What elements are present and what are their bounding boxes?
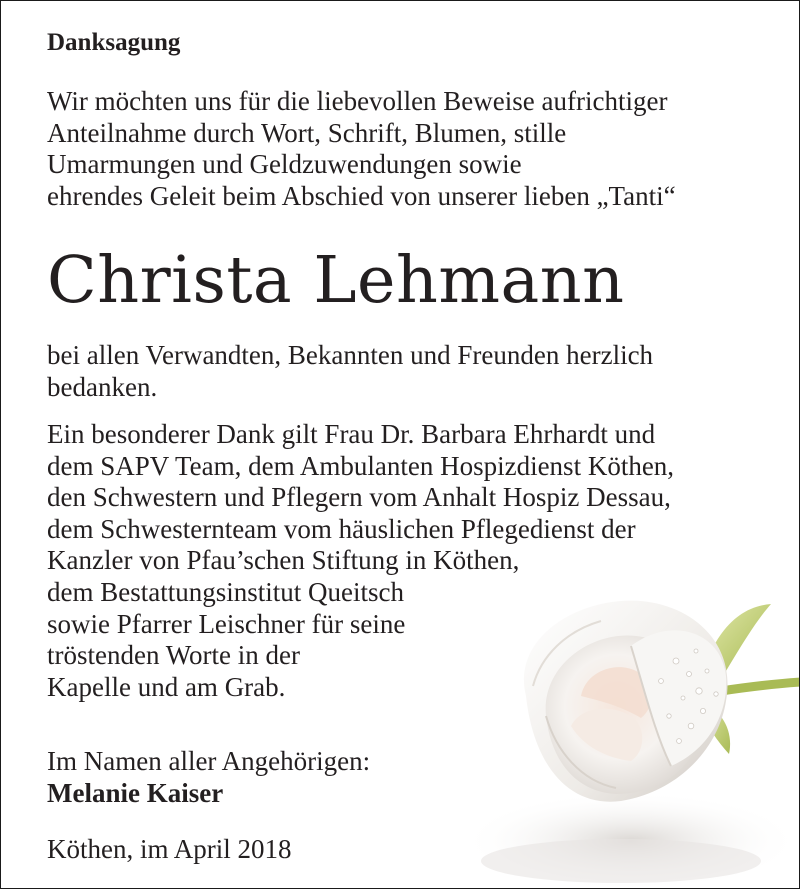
special-thanks-paragraph xyxy=(47,419,674,703)
text-line: Kapelle und am Grab. xyxy=(47,671,286,702)
place-date-block xyxy=(47,834,292,866)
signature-block xyxy=(47,746,370,809)
text-line: tröstenden Worte in der xyxy=(47,640,301,671)
on-behalf-line: Im Namen aller Angehörigen: xyxy=(47,746,371,776)
text-line: dem Schwesternteam vom häuslichen Pflegedienst der xyxy=(47,513,636,544)
text-line: bedanken. xyxy=(47,371,158,402)
notice-heading: Danksagung xyxy=(47,29,181,56)
deceased-name: Christa Lehmann xyxy=(47,243,625,318)
text-line: Anteilnahme durch Wort, Schrift, Blumen, stille xyxy=(47,117,567,148)
text-line: sowie Pfarrer Leischner für seine xyxy=(47,608,406,639)
place-date: Köthen, im April 2018 xyxy=(47,834,292,864)
text-line: ehrendes Geleit beim Abschied von unserer lieben „Tanti“ xyxy=(47,180,676,211)
thanks-paragraph xyxy=(47,340,653,403)
text-line: Umarmungen und Geldzuwendungen sowie xyxy=(47,149,522,180)
text-line: Wir möchten uns für die liebevollen Beweise aufrichtiger xyxy=(47,86,668,116)
text-line: dem Bestattungsinstitut Queitsch xyxy=(47,576,404,607)
text-line: bei allen Verwandten, Bekannten und Freunden herzlich xyxy=(47,340,654,370)
text-line: Kanzler von Pfau’schen Stiftung in Köthen, xyxy=(47,545,520,576)
text-line: dem SAPV Team, dem Ambulanten Hospizdienst Köthen, xyxy=(47,450,675,481)
text-line: Ein besonderer Dank gilt Frau Dr. Barbara Ehrhardt und xyxy=(47,419,656,449)
text-line: den Schwestern und Pflegern vom Anhalt Hospiz Dessau, xyxy=(47,482,671,513)
intro-paragraph xyxy=(47,86,676,212)
signatory-name: Melanie Kaiser xyxy=(47,777,224,808)
